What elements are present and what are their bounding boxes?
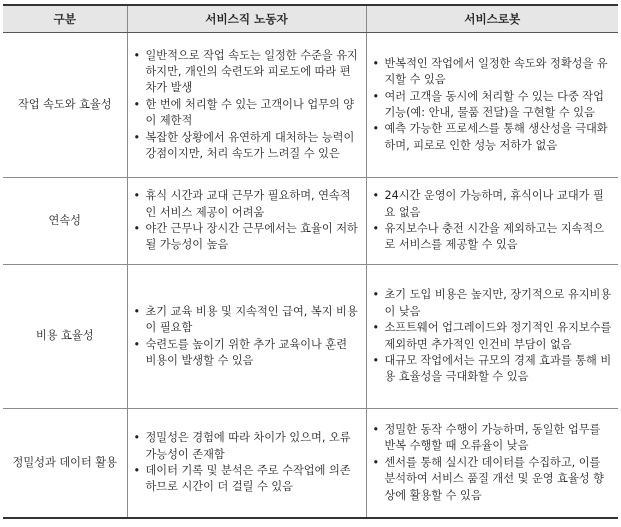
list-item: • 대규모 작업에서는 규모의 경제 효과를 통해 비용 효율성을 극대화할 수 있음 xyxy=(373,353,613,386)
list-item: • 여러 고객을 동시에 처리할 수 있는 다중 작업 기능(예: 안내, 물품 전달)을 구현할 수 있음 xyxy=(373,89,613,122)
list-item: • 일반적으로 작업 속도는 일정한 수준을 유지하지만, 개인의 숙련도와 피로도에 따라 편차가 발생 xyxy=(134,48,360,97)
list-item: • 24시간 운영이 가능하며, 휴식이나 교대가 필요 없음 xyxy=(373,188,613,221)
worker-cell xyxy=(127,409,366,519)
header-service-worker: 서비스직 노동자 xyxy=(127,5,366,33)
comparison-table xyxy=(3,4,618,519)
robot-cell xyxy=(366,33,618,178)
worker-cell xyxy=(127,265,366,409)
table-row xyxy=(3,33,618,178)
worker-cell xyxy=(127,33,366,178)
list-item: • 예측 가능한 프로세스를 통해 생산성을 극대화하며, 피로로 인한 성능 저하가 없음 xyxy=(373,121,613,154)
list-item: • 한 번에 처리할 수 있는 고객이나 업무의 양이 제한적 xyxy=(134,97,360,130)
worker-cell xyxy=(127,178,366,265)
table-row xyxy=(3,409,618,519)
robot-cell xyxy=(366,265,618,409)
table-header-row xyxy=(3,5,618,33)
list-item: • 복잡한 상황에서 유연하게 대처하는 능력이 강점이지만, 처리 속도가 느려질 수 있은 xyxy=(134,130,360,163)
list-item: • 유지보수나 충전 시간을 제외하고는 지속적으로 서비스를 제공할 수 있음 xyxy=(373,221,613,254)
list-item: • 숙련도를 높이기 위한 추가 교육이나 훈련 비용이 발생할 수 있음 xyxy=(134,337,360,370)
row-category: 작업 속도와 효율성 xyxy=(3,33,127,178)
row-category: 정밀성과 데이터 활용 xyxy=(3,409,127,519)
table-row xyxy=(3,178,618,265)
robot-cell xyxy=(366,178,618,265)
list-item: • 정밀한 동작 수행이 가능하며, 동일한 업무를 반복 수행할 때 오류율이 낮음 xyxy=(373,422,613,455)
list-item: • 휴식 시간과 교대 근무가 필요하며, 연속적인 서비스 제공이 어려움 xyxy=(134,188,360,221)
list-item: • 센서를 통해 실시간 데이터를 수집하고, 이를 분석하여 서비스 품질 개선 및 운영 효율성 향상에 활용할 수 있음 xyxy=(373,455,613,504)
list-item: • 정밀성은 경험에 따라 차이가 있으며, 오류 가능성이 존재함 xyxy=(134,430,360,463)
list-item: • 소프트웨어 업그레이드와 정기적인 유지보수를 제외하면 추가적인 인건비 부담이 없음 xyxy=(373,320,613,353)
table-row xyxy=(3,265,618,409)
list-item: • 반복적인 작업에서 일정한 속도와 정확성을 유지할 수 있음 xyxy=(373,56,613,89)
header-service-robot: 서비스로봇 xyxy=(366,5,618,33)
row-category: 연속성 xyxy=(3,178,127,265)
row-category: 비용 효율성 xyxy=(3,265,127,409)
list-item: • 야간 근무나 장시간 근무에서는 효율이 저하될 가능성이 높음 xyxy=(134,221,360,254)
robot-cell xyxy=(366,409,618,519)
list-item: • 초기 도입 비용은 높지만, 장기적으로 유지비용이 낮음 xyxy=(373,287,613,320)
list-item: • 초기 교육 비용 및 지속적인 급여, 복지 비용이 필요함 xyxy=(134,304,360,337)
header-category: 구분 xyxy=(3,5,127,33)
list-item: • 데이터 기록 및 분석은 주로 수작업에 의존하므로 시간이 더 걸릴 수 있음 xyxy=(134,463,360,496)
